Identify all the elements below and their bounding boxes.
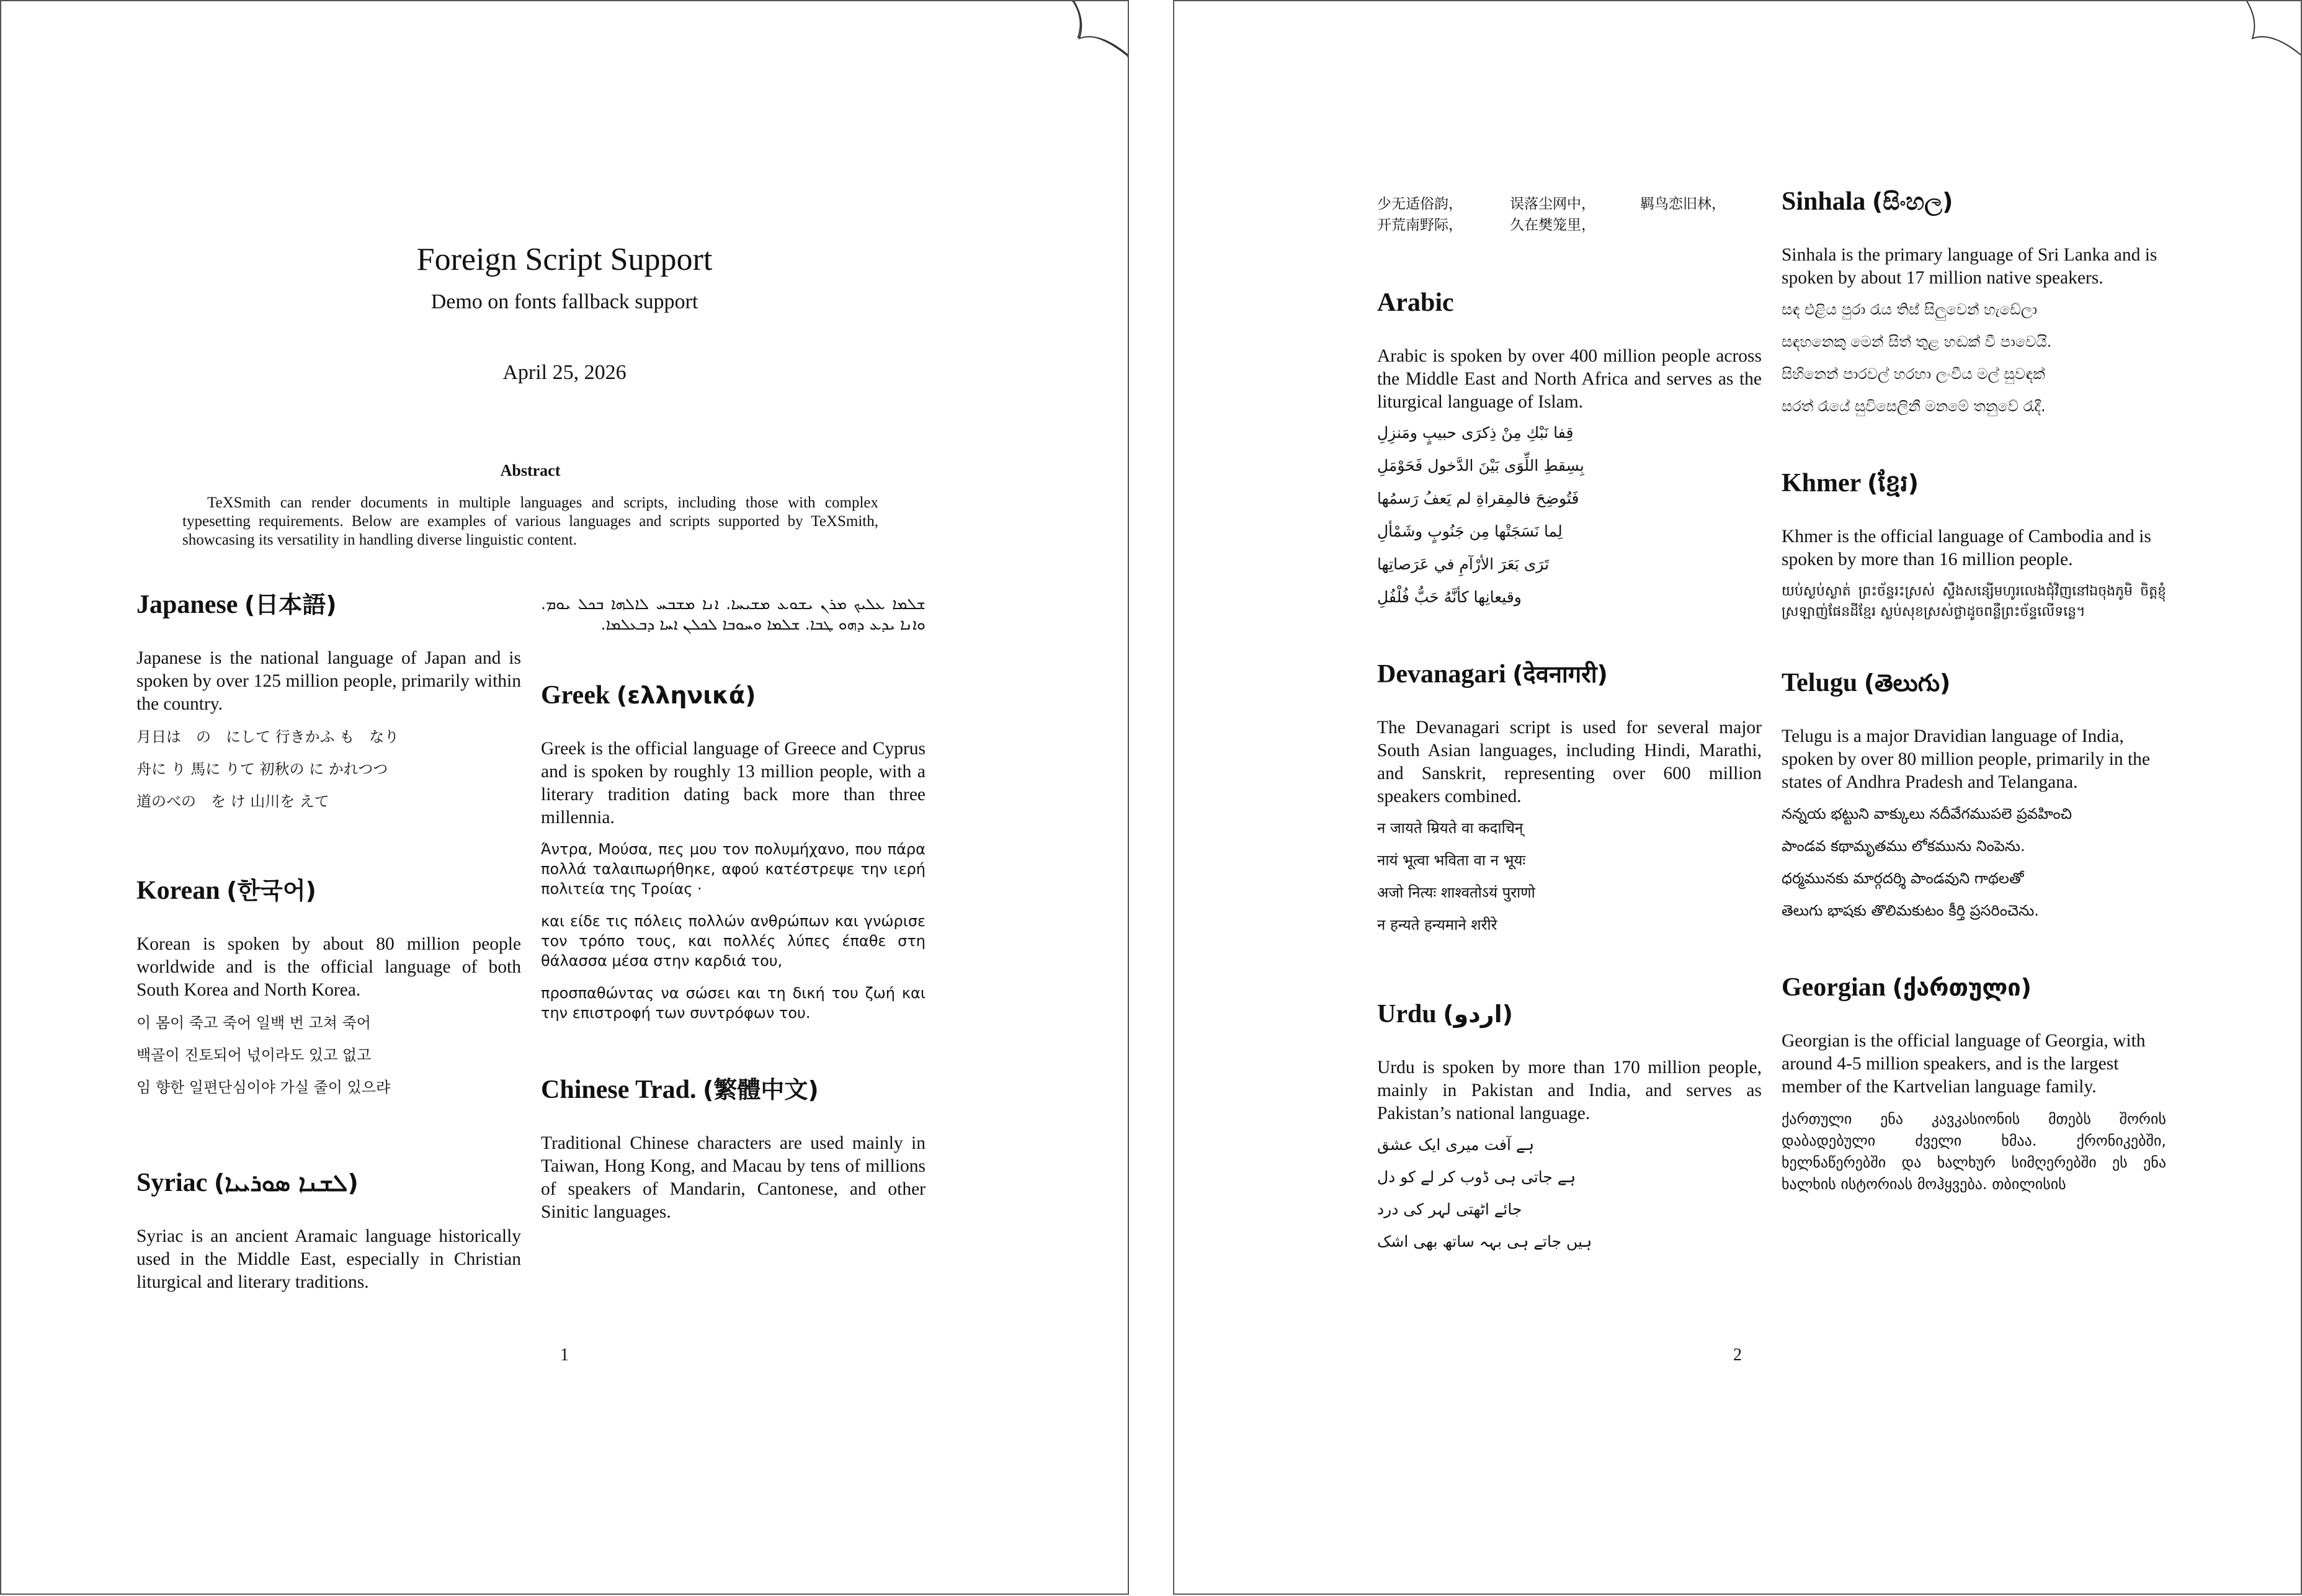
- poem-row: [1377, 194, 1762, 215]
- sample-line: తెలుగు భాషకు తొలిమకుటం కీర్తి ప్రసరించెను.: [1782, 902, 2039, 919]
- abstract: [182, 460, 878, 550]
- sample-line: ہیں جاتے ہی بہہ ساتھ بھی اشک: [1377, 1233, 1592, 1250]
- sample-line: 임 향한 일편단심이야 가실 줄이 있으랴: [136, 1079, 391, 1096]
- chinese-description: Traditional Chinese characters are used mainly in Taiwan, Hong Kong, and Macau by tens of millions of speakers of Mandarin, Cantonese, and other Sinitic languages.: [541, 1133, 926, 1222]
- sample-line: न जायते म्रियते वा कदाचिन्: [1377, 819, 1524, 837]
- sample-line: προσπαθώντας να σώσει και τη δική του ζωή και την επιστροφή των συντρόφων του.: [541, 984, 926, 1022]
- poem-cell: 误落尘网中，: [1510, 196, 1595, 212]
- section-heading-urdu: Urdu (اردو): [1377, 1000, 1513, 1028]
- khmer-sample: យប់ស្ងប់ស្ងាត់ ព្រះច័ន្ទរះស្រស់ ស្ទឹងសន្សើមហូរលេងជុំវិញនៅឯចុងភូមិ ចិត្តខ្ញុំស្រឡាញ់ផែនដីខ្មែរ ស្ងប់សុខស្រស់ថ្លាដូចពន្លឺព្រះច័ន្ទលើទន្លេ។: [1782, 584, 2166, 620]
- arabic-description: Arabic is spoken by over 400 million people across the Middle East and North Africa and serves as the liturgical language of Islam.: [1377, 346, 1762, 412]
- sample-line: 백골이 진토되어 넋이라도 있고 없고: [136, 1046, 372, 1064]
- page-2: [1173, 0, 2302, 1595]
- devanagari-description: The Devanagari script is used for several major South Asian languages, including Hindi, Marathi, and Sanskrit, representing over 600 million speakers combined.: [1377, 718, 1762, 806]
- native-name: (ελληνικά): [616, 682, 756, 709]
- section-heading-arabic: Arabic: [1377, 288, 1454, 317]
- poem-cell: 久在樊笼里，: [1510, 217, 1595, 233]
- sample-line: جائے اٹھتی لہر کی درد: [1377, 1200, 1522, 1218]
- native-name: (日本語): [244, 591, 337, 618]
- poem-row: [1377, 215, 1762, 236]
- document-subtitle: Demo on fonts fallback support: [431, 290, 698, 313]
- sinhala-sample: [1782, 300, 2166, 416]
- native-name: (ქართული): [1892, 974, 2032, 1001]
- native-name: (देवनागरी): [1512, 661, 1608, 688]
- sample-line: සඳහනෙකු මෙන් සිත් තුළ හඬක් වී පාවෙයි.: [1782, 333, 2052, 350]
- sample-line: وقيعانِها كأنَّهُ حَبُّ فُلْفُلِ: [1377, 588, 1522, 606]
- page-number: 2: [1733, 1345, 1742, 1365]
- abstract-title: Abstract: [500, 461, 561, 479]
- sample-line: 舟に り 馬に りて 初秋の に かれつつ: [136, 760, 388, 778]
- korean-description: Korean is spoken by about 80 million people worldwide and is the official language of both South Korea and North Korea.: [136, 934, 521, 1000]
- page-corner-fold-icon: [1072, 0, 1129, 57]
- page-1: [0, 0, 1129, 1595]
- sample-line: بِسِقطِ اللِّوَى بَيْنَ الدَّخول فَحَوْمَلِ: [1377, 457, 1584, 475]
- page1-right-column: [541, 594, 926, 1224]
- section-heading-devanagari: Devanagari (देवनागरी): [1377, 660, 1608, 689]
- native-name: (ܠܫܢܐ ܣܘܪܝܝܐ): [213, 1169, 359, 1197]
- sample-line: فَتُوضِحَ فالمِقراةِ لم يَعفُ رَسمُها: [1377, 489, 1579, 507]
- poem-cell: 羁鸟恋旧林，: [1640, 196, 1726, 212]
- sample-line: සරත් රෑයේ සුවිසෙලිනී මනමේ තනුවේ රැදී.: [1782, 398, 2046, 415]
- khmer-description: Khmer is the official language of Cambodia and is spoken by more than 16 million people.: [1782, 527, 2151, 569]
- abstract-text: TeXSmith can render documents in multiple languages and scripts, including those with complex typesetting requirements. Below are examples of various languages and scripts supported by TeXSmith, showcasing its versatility in handling diverse linguistic content.: [182, 494, 878, 548]
- section-heading-georgian: Georgian (ქართული): [1782, 973, 2032, 1002]
- korean-sample: [136, 1013, 521, 1097]
- section-heading-greek: Greek (ελληνικά): [541, 681, 756, 710]
- sample-line: न हन्यते हन्यमाने शरीरे: [1377, 916, 1497, 934]
- poem-cell: 少无适俗韵，: [1377, 196, 1463, 212]
- section-heading-japanese: Japanese (日本語): [136, 591, 337, 619]
- devanagari-sample: [1377, 818, 1762, 935]
- urdu-description: Urdu is spoken by more than 170 million people, mainly in Pakistan and India, and serves as Pakistan’s national language.: [1377, 1058, 1762, 1123]
- sample-line: සඳ එළිය පුරා රැය තිස් සිලුවෙන් හැඩේලා: [1782, 301, 2038, 318]
- japanese-description: Japanese is the national language of Japan and is spoken by over 125 million people, primarily within the country.: [136, 648, 521, 714]
- sample-line: සිහිනෙන් පාරවල් හරහා ලංවීය මල් සුවඳක්: [1782, 365, 2045, 383]
- native-name: (తెలుగు): [1863, 669, 1951, 697]
- chinese-poem: [1377, 194, 1762, 236]
- sample-line: పాండవ కథామృతము లోకమును నింపెను.: [1782, 837, 2025, 855]
- page2-right-column: [1782, 184, 2166, 1195]
- arabic-sample: [1377, 422, 1762, 607]
- section-heading-syriac: Syriac (ܠܫܢܐ ܣܘܪܝܝܐ): [136, 1169, 359, 1197]
- page-corner-fold-icon: [2245, 0, 2302, 57]
- urdu-sample: [1377, 1135, 1762, 1252]
- sample-line: नायं भूत्वा भविता वा न भूयः: [1377, 852, 1526, 869]
- document-date: April 25, 2026: [502, 361, 627, 384]
- japanese-sample: [136, 727, 521, 811]
- section-heading-khmer: Khmer (ខ្មែរ): [1782, 469, 1919, 497]
- syriac-sample: ܫܠܡܐ ܥܠܝܟ ܡܪܢ ܝܫܘܥ ܡܫܝܚܐ. ܐܢܐ ܡܫܒܚ ܠܐܠܗܐ ܒܟܠ ܝܘܡ. ܘܐܢܐ ܝܕܥ ܕܗܘ ܛܒܐ. ܫܠܡܐ ܘܚܘܒܐ ܠܟܠܢ ܐܚܐ ܕܒܥܠܡܐ.: [541, 595, 926, 633]
- sample-line: 이 몸이 죽고 죽어 일백 번 고쳐 죽어: [136, 1014, 371, 1032]
- sample-line: నన్నయ భట్టుని వాక్కులు నదీవేగముపలె ప్రవహించి: [1782, 805, 2072, 823]
- page-number: 1: [560, 1345, 569, 1365]
- sample-line: لِما نَسَجَتْها مِن جَنُوبٍ وشَمْألِ: [1377, 522, 1563, 540]
- title-block: [1, 240, 1128, 386]
- section-heading-telugu: Telugu (తెలుగు): [1782, 669, 1951, 697]
- sample-line: ధర్మమునకు మార్గదర్శి పాండవుని గాథలతో: [1782, 870, 2024, 887]
- greek-sample: [541, 839, 926, 1023]
- section-heading-korean: Korean (한국어): [136, 876, 316, 905]
- sample-line: ہے جاتی ہی ڈوب کر لے کو دل: [1377, 1168, 1576, 1186]
- native-name: (ខ្មែរ): [1867, 470, 1919, 497]
- telugu-sample: [1782, 804, 2166, 921]
- sinhala-description: Sinhala is the primary language of Sri Lanka and is spoken by about 17 million native speakers.: [1782, 245, 2157, 288]
- syriac-description: Syriac is an ancient Aramaic language historically used in the Middle East, especially in Christian liturgical and literary traditions.: [136, 1226, 521, 1292]
- telugu-description: Telugu is a major Dravidian language of India, spoken by over 80 million people, primarily in the states of Andhra Pradesh and Telangana.: [1782, 726, 2150, 792]
- sample-line: قِفا نَبْكِ مِنْ ذِكرَى حبيبٍ ومَنزِلِ: [1377, 424, 1574, 442]
- georgian-description: Georgian is the official language of Georgia, with around 4-5 million speakers, and is the largest member of the Kartvelian language family.: [1782, 1031, 2146, 1097]
- native-name: (繁體中文): [702, 1076, 819, 1103]
- poem-cell: 开荒南野际，: [1377, 217, 1463, 233]
- sample-line: ہے آفت میری ایک عشق: [1377, 1136, 1535, 1154]
- section-heading-chinese-trad: Chinese Trad. (繁體中文): [541, 1076, 819, 1104]
- sample-line: Άντρα, Μούσα, πες μου τον πολυμήχανο, που πάρα πολλά ταλαιπωρήθηκε, αφού κατέστρεψε την ιερή πολιτεία της Τροίας ·: [541, 840, 926, 898]
- sample-line: 月日は の にして 行きかふ も なり: [136, 728, 399, 746]
- greek-description: Greek is the official language of Greece and Cyprus and is spoken by roughly 13 million people, with a literary tradition dating back more than three millennia.: [541, 739, 926, 827]
- page1-left-column: [136, 587, 521, 1294]
- sample-line: अजो नित्यः शाश्वतोऽयं पुराणो: [1377, 884, 1535, 901]
- sample-line: تَرَى بَعَرَ الأرْآمِ في عَرَصاتِها: [1377, 555, 1550, 573]
- native-name: (한국어): [226, 877, 316, 904]
- sample-line: 道のべの を け 山川を えて: [136, 793, 329, 810]
- section-heading-sinhala: Sinhala (සිංහල): [1782, 187, 1953, 216]
- native-name: (සිංහල): [1871, 188, 1953, 215]
- page2-left-column: [1377, 194, 1762, 1264]
- georgian-sample: ქართული ენა კავკასიონის მთებს შორის დაბადებული ძველი ხმაა. ქრონიკებში, ხელნაწერებში და ხალხურ სიმღერებში ეს ენა ხალხის ისტორიას მოჰყვება. თბილისის: [1782, 1110, 2166, 1193]
- document-title: Foreign Script Support: [416, 242, 713, 277]
- native-name: (اردو): [1443, 1001, 1513, 1028]
- sample-line: και είδε τις πόλεις πολλών ανθρώπων και γνώρισε τον τρόπο τους, και πολλές λύπες έπαθε στη θάλασσα μέσα στην καρδιά του,: [541, 912, 926, 970]
